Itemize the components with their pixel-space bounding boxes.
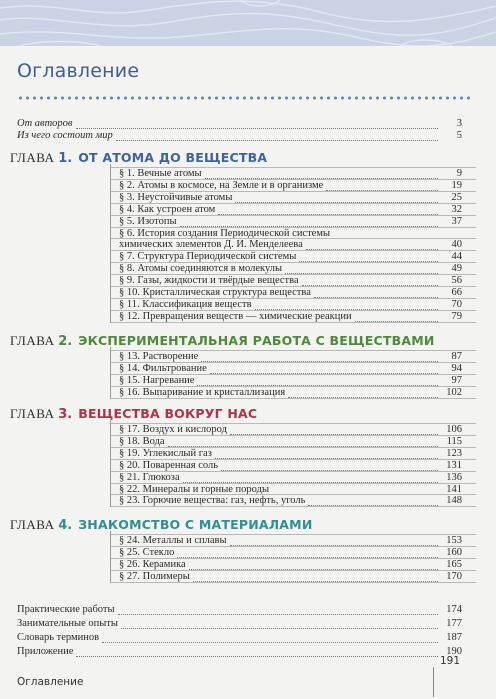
- toc-page-number: 25: [451, 191, 462, 203]
- dot-leader: [180, 216, 438, 227]
- row-separator: [110, 398, 476, 399]
- chapter-heading[interactable]: [10, 150, 267, 167]
- toc-entry-title: Практические работы: [17, 604, 115, 615]
- row-separator: [110, 506, 476, 507]
- chapter-heading[interactable]: [10, 333, 435, 350]
- toc-entry-title: § 14. Фильтрование: [119, 362, 207, 374]
- toc-entry-title: Занимательные опыты: [17, 617, 118, 629]
- dot-leader: [215, 448, 438, 459]
- footer-divider: [433, 667, 434, 697]
- chapter-bracket-line: [110, 420, 111, 507]
- toc-page-number: 170: [446, 570, 462, 582]
- dotted-divider: [17, 96, 473, 100]
- toc-page-number: 115: [446, 435, 462, 447]
- toc-page-number: 141: [446, 483, 462, 495]
- toc-entry-title: § 20. Поваренная соль: [119, 459, 219, 471]
- dot-leader: [183, 472, 438, 483]
- toc-entry-title: Приложение: [17, 645, 74, 657]
- toc-entry-title: § 4. Как устроен атом: [119, 203, 216, 215]
- toc-page-number: 70: [451, 298, 462, 310]
- toc-page-number: 94: [451, 362, 462, 374]
- toc-page-number: 190: [446, 645, 462, 657]
- toc-page-number: 49: [451, 263, 462, 275]
- toc-page-number: 79: [451, 310, 462, 322]
- chapter-name: ЭКСПЕРИМЕНТАЛЬНАЯ РАБОТА С ВЕЩЕСТВАМИ: [78, 333, 435, 348]
- footer-section-name: Оглавление: [17, 676, 84, 688]
- dot-leader: [221, 460, 438, 471]
- chapter-label: ГЛАВА: [10, 517, 59, 532]
- chapter-number: 3.: [58, 407, 73, 422]
- dot-leader: [235, 192, 438, 203]
- toc-entry-title: § 2. Атомы в космосе, на Земле и в организме: [119, 179, 324, 191]
- toc-entry-title: химических элементов Д. И. Менделеева: [119, 239, 303, 251]
- chapter-name: ЗНАКОМСТВО С МАТЕРИАЛАМИ: [78, 517, 313, 532]
- dot-leader: [230, 424, 438, 435]
- toc-entry-title: От авторов: [17, 118, 73, 129]
- toc-page-number: 187: [446, 631, 462, 643]
- dot-leader: [118, 604, 438, 615]
- dot-leader: [193, 571, 438, 582]
- dot-leader: [76, 118, 439, 129]
- toc-page-number: 97: [451, 374, 462, 386]
- toc-entry-title: § 11. Классификация веществ: [119, 298, 252, 310]
- toc-entry-title: § 9. Газы, жидкости и твёрдые вещества: [119, 275, 299, 287]
- page-title: Оглавление: [17, 60, 140, 82]
- chapter-heading[interactable]: [10, 406, 257, 423]
- toc-page-number: 153: [446, 535, 462, 546]
- toc-entry-title: § 18. Вода: [119, 435, 165, 447]
- toc-page-number: 174: [446, 604, 462, 615]
- dot-leader: [121, 618, 438, 629]
- dot-leader: [116, 130, 438, 141]
- dot-leader: [288, 387, 438, 398]
- toc-page-number: 66: [451, 287, 462, 298]
- toc-entry-title: § 12. Превращения веществ — химические реакции: [119, 310, 352, 322]
- toc-entry-title: § 17. Воздух и кислород: [119, 424, 227, 435]
- dot-leader: [272, 484, 438, 495]
- dot-leader: [306, 239, 438, 250]
- toc-entry-title: § 23. Горючие вещества: газ, нефть, уголь: [119, 495, 306, 507]
- toc-page-number: 177: [446, 617, 462, 629]
- dot-leader: [197, 375, 438, 386]
- toc-page-number: 123: [446, 447, 462, 459]
- decorative-header-band: [0, 0, 496, 46]
- page-number: 191: [440, 655, 461, 667]
- chapter-label: ГЛАВА: [10, 150, 59, 165]
- toc-page-number: 9: [456, 168, 462, 179]
- toc-entry-title: § 13. Растворение: [119, 351, 199, 362]
- toc-entry-title: Из чего состоит мир: [17, 129, 113, 141]
- toc-page-number: 148: [446, 495, 462, 507]
- toc-entry-title: § 27. Полимеры: [119, 570, 190, 582]
- dot-leader: [285, 263, 438, 274]
- toc-entry-title: § 16. Выпаривание и кристаллизация: [119, 386, 286, 398]
- dot-leader: [205, 168, 438, 179]
- toc-page-number: 32: [451, 203, 462, 215]
- dot-leader: [201, 351, 438, 362]
- dot-leader: [314, 287, 438, 298]
- dot-leader: [210, 363, 438, 374]
- toc-page-number: 160: [446, 546, 462, 558]
- contour-pattern: [0, 0, 496, 46]
- dot-leader: [218, 204, 438, 215]
- chapter-label: ГЛАВА: [10, 333, 59, 348]
- dot-leader: [102, 632, 438, 643]
- chapter-bracket-line: [110, 347, 111, 399]
- toc-entry-title: § 19. Углекислый газ: [119, 447, 212, 459]
- toc-page-number: 136: [446, 471, 462, 483]
- chapter-bracket-line: [110, 531, 111, 583]
- toc-page-number: 106: [446, 424, 462, 435]
- dot-leader: [326, 180, 438, 191]
- chapter-name: ВЕЩЕСТВА ВОКРУГ НАС: [78, 406, 258, 421]
- row-separator: [110, 582, 476, 583]
- dot-leader: [168, 436, 438, 447]
- dot-leader: [299, 251, 438, 262]
- toc-entry-title: Словарь терминов: [17, 631, 100, 643]
- chapter-number: 1.: [58, 151, 73, 166]
- chapter-bracket-line: [110, 164, 111, 323]
- toc-entry-title: § 22. Минералы и горные породы: [119, 483, 269, 495]
- dot-leader: [189, 559, 438, 570]
- toc-page-number: 19: [451, 179, 462, 191]
- toc-page-number: 44: [451, 251, 462, 263]
- chapter-name: ОТ АТОМА ДО ВЕЩЕСТВА: [78, 150, 268, 165]
- toc-page-number: 56: [451, 275, 462, 287]
- toc-page-number: 87: [451, 351, 462, 362]
- toc-entry-title: § 24. Металлы и сплавы: [119, 535, 227, 546]
- dot-leader: [230, 535, 438, 546]
- toc-page-number: 5: [456, 129, 462, 141]
- toc-entry-title: § 1. Вечные атомы: [119, 168, 202, 179]
- dot-leader: [177, 547, 438, 558]
- dot-leader: [76, 646, 438, 657]
- toc-page-number: 131: [446, 459, 462, 471]
- toc-page-number: 40: [451, 239, 462, 251]
- toc-entry-title: § 10. Кристаллическая структура вещества: [119, 287, 311, 298]
- toc-entry-title: § 15. Нагревание: [119, 374, 195, 386]
- toc-page-number: 37: [451, 215, 462, 227]
- dot-leader: [302, 275, 438, 286]
- chapter-heading[interactable]: [10, 517, 312, 534]
- toc-entry-title: § 8. Атомы соединяются в молекулы: [119, 263, 283, 275]
- toc-entry-title: § 5. Изотопы: [119, 215, 177, 227]
- row-separator: [110, 322, 476, 323]
- chapter-number: 4.: [58, 518, 73, 533]
- toc-page-number: 165: [446, 558, 462, 570]
- toc-entry-title: § 6. История создания Периодической системы: [119, 227, 331, 239]
- dot-leader: [355, 311, 438, 322]
- toc-entry-title: § 26. Керамика: [119, 558, 186, 570]
- toc-entry-title: § 7. Структура Периодической системы: [119, 251, 297, 263]
- toc-entry-title: § 21. Глюкоза: [119, 471, 180, 483]
- toc-page-number: 102: [446, 386, 462, 398]
- toc-entry-title: § 25. Стекло: [119, 546, 175, 558]
- toc-page-number: 3: [456, 118, 462, 129]
- dot-leader: [255, 299, 438, 310]
- toc-entry-title: § 3. Неустойчивые атомы: [119, 191, 233, 203]
- chapter-number: 2.: [58, 334, 73, 349]
- chapter-label: ГЛАВА: [10, 406, 59, 421]
- dot-leader: [308, 495, 438, 506]
